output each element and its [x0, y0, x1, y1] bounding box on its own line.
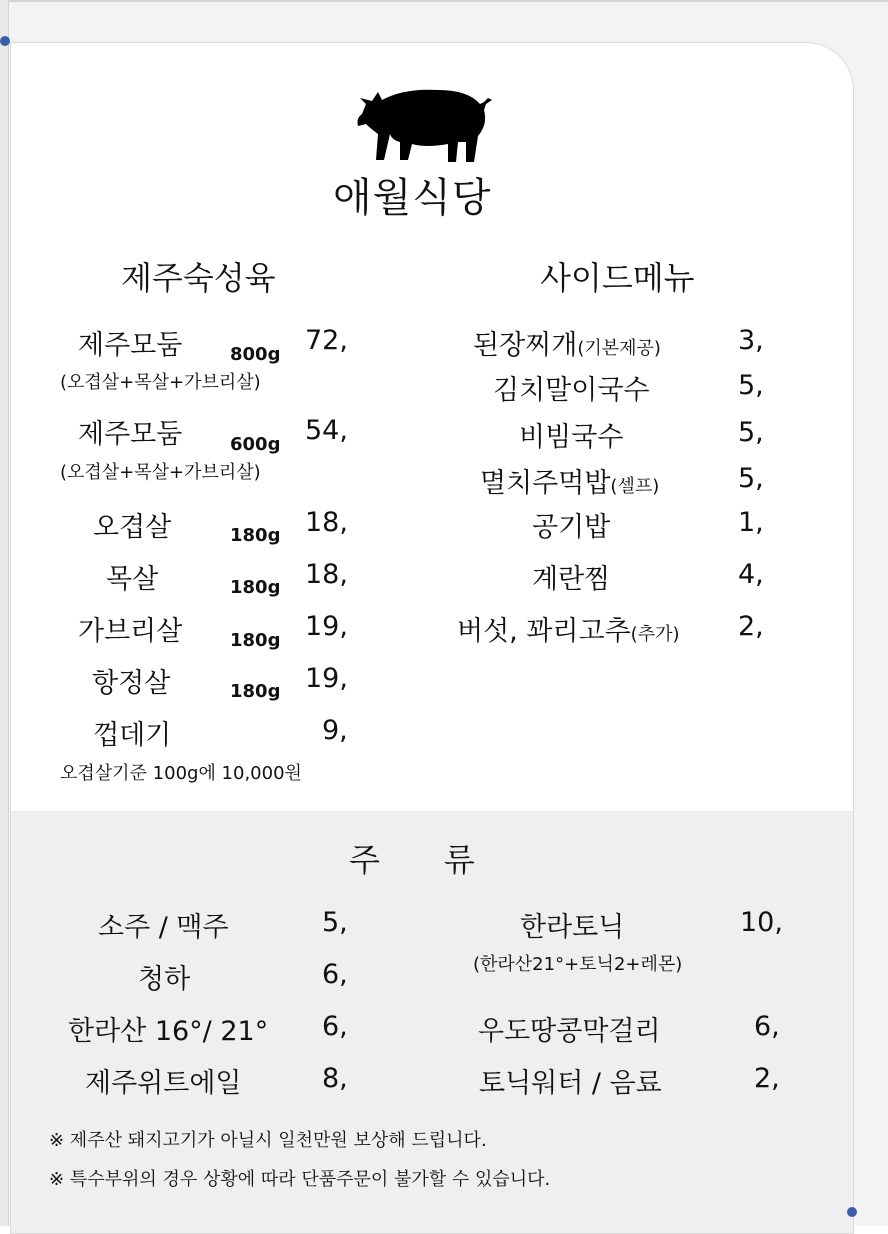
side-item-price: 5, [738, 463, 764, 494]
drink-item-name: 제주위트에일 [85, 1068, 242, 1099]
side-item-price: 5, [738, 417, 764, 448]
drink-item-price: 6, [322, 959, 348, 990]
menu-item-price: 19, [305, 611, 348, 642]
menu-item-name: 껍데기 [93, 720, 172, 751]
side-item-name: 김치말이국수 [493, 375, 650, 406]
side-item-price: 2, [738, 611, 764, 642]
side-heading: 사이드메뉴 [540, 259, 695, 297]
drink-item-name: 한라산 16°/ 21° [68, 1016, 269, 1047]
menu-item-weight: 180g [230, 681, 281, 702]
meat-note: 오겹살기준 100g에 10,000원 [60, 763, 302, 784]
menu-item-weight: 600g [230, 434, 281, 455]
drink-item-name: 소주 / 맥주 [98, 912, 229, 943]
side-item-price: 4, [738, 559, 764, 590]
notice-text: ※ 특수부위의 경우 상황에 따라 단품주문이 불가할 수 있습니다. [49, 1169, 551, 1190]
menu-item-weight: 180g [230, 525, 281, 546]
side-item-name: 된장찌개 [473, 330, 578, 361]
side-item-price: 5, [738, 370, 764, 401]
menu-item-price: 54, [305, 415, 348, 446]
side-item-suffix: (셀프) [610, 476, 660, 497]
side-item-name: 버섯, 꽈리고추 [457, 616, 631, 647]
menu-item-price: 18, [305, 559, 348, 590]
menu-item-name: 오겹살 [93, 512, 172, 543]
side-item-suffix: (추가) [630, 624, 680, 645]
menu-item-weight: 800g [230, 344, 281, 365]
menu-item-price: 19, [305, 663, 348, 694]
drink-item-name: 한라토닉 [520, 912, 625, 943]
side-item-suffix: (기본제공) [577, 338, 661, 359]
pig-icon [356, 84, 496, 166]
drink-item-price: 2, [754, 1063, 780, 1094]
menu-item-price: 18, [305, 507, 348, 538]
side-item-price: 3, [738, 325, 764, 356]
restaurant-name: 애월식당 [333, 175, 492, 221]
drink-item-detail: (한라산21°+토닉2+레몬) [473, 954, 683, 975]
drinks-heading: 주 류 [349, 841, 475, 879]
drink-item-name: 토닉워터 / 음료 [479, 1068, 662, 1099]
menu-item-price: 72, [305, 325, 348, 356]
drink-item-price: 6, [322, 1011, 348, 1042]
menu-item-price: 9, [322, 715, 348, 746]
drink-item-name: 우도땅콩막걸리 [478, 1016, 661, 1047]
side-item [473, 323, 661, 362]
side-item-name: 멸치주먹밥 [480, 468, 611, 499]
menu-item-name: 목살 [106, 564, 159, 595]
menu-item-detail: (오겹살+목살+가브리살) [60, 372, 261, 393]
menu-item-weight: 180g [230, 630, 281, 651]
side-item-name: 공기밥 [532, 512, 611, 543]
meat-heading: 제주숙성육 [121, 259, 276, 297]
menu-item-name: 항정살 [92, 668, 171, 699]
selection-handle[interactable] [847, 1207, 857, 1217]
menu-item-name: 가브리살 [78, 616, 183, 647]
side-item [480, 461, 659, 500]
drink-item-price: 5, [322, 907, 348, 938]
side-item [457, 609, 680, 648]
side-item-name: 계란찜 [532, 564, 611, 595]
drink-item-price: 10, [740, 907, 783, 938]
drink-item-price: 8, [322, 1063, 348, 1094]
menu-item-detail: (오겹살+목살+가브리살) [60, 462, 261, 483]
menu-item-name: 제주모둠 [78, 330, 183, 361]
notice-text: ※ 제주산 돼지고기가 아닐시 일천만원 보상해 드립니다. [49, 1130, 487, 1151]
side-item-name: 비빔국수 [519, 422, 624, 453]
menu-item-weight: 180g [230, 577, 281, 598]
side-item-price: 1, [738, 507, 764, 538]
top-ruler [0, 0, 888, 2]
selection-handle[interactable] [0, 36, 10, 46]
drink-item-price: 6, [754, 1011, 780, 1042]
left-ruler [0, 0, 9, 1226]
menu-item-name: 제주모둠 [78, 419, 183, 450]
drink-item-name: 청하 [138, 964, 191, 995]
